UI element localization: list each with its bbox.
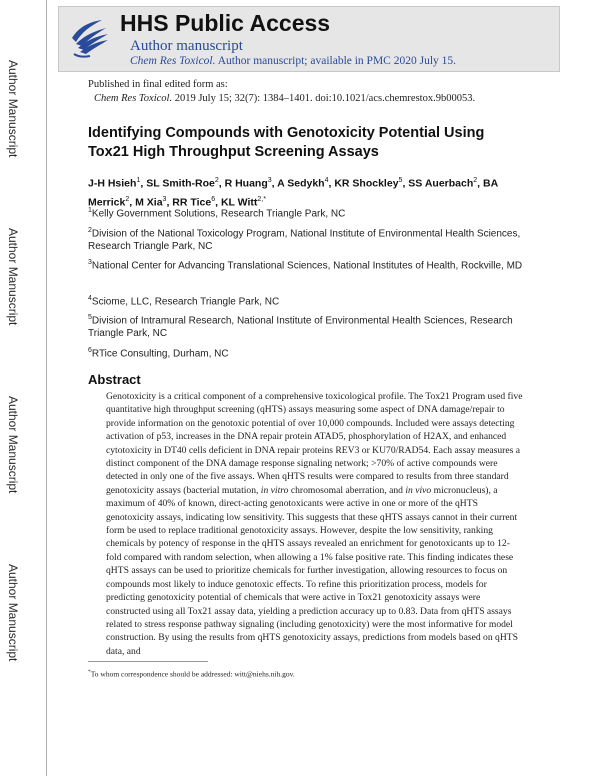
hhs-eagle-icon — [66, 14, 114, 62]
citation-details: 2019 July 15; 32(7): 1384–1401. doi:10.1021/acs.chemrestox.9b00053. — [172, 93, 476, 104]
author-separator: , — [477, 177, 484, 190]
author-name: J-H Hsieh — [88, 177, 137, 190]
abstract-text-part: Genotoxicity is a critical component of a comprehensive toxicological profile. The Tox21 Program used five quantitative high throughput screening (qHTS) assays measuring some aspect of DNA damage/repair to provide information on the genotoxic potential of over 10,000 compounds. Included were assays detecting activation of p53, increases in the DNA repair protein ATAD5, phosphorylation of H2AX, and enhanced cytotoxicity in DT40 cells deficient in DNA repair proteins REV3 or KU70/RAD54. Each assay measures a distinct component of the DNA damage response signaling network; >70% of active compounds were detected in only one of the five assays. When qHTS results were compared to results from three standard genotoxicity assays (bacterial mutation, — [106, 391, 523, 496]
publication-info — [88, 78, 475, 106]
affiliation-text: Division of Intramural Research, National Institute of Environmental Health Sciences, Research Triangle Park, NC — [88, 315, 513, 340]
affiliation-number: 5 — [88, 314, 92, 321]
author-affiliation-mark: 2,* — [257, 195, 266, 203]
author-affiliation-mark: 3 — [267, 177, 272, 184]
author-name: SS Auerbach — [408, 177, 474, 190]
affiliation-item — [88, 224, 528, 253]
affiliation-number: 2 — [88, 227, 92, 234]
published-label: Published in final edited form as: — [88, 79, 228, 90]
paper-title: Identifying Compounds with Genotoxicity Potential Using Tox21 High Throughput Screening Assays — [88, 125, 485, 160]
author-name: BA Merrick — [88, 177, 498, 208]
affiliation-text: Kelly Government Solutions, Research Triangle Park, NC — [91, 208, 346, 220]
abstract-heading: Abstract — [88, 372, 141, 387]
author-affiliation-mark: 3 — [162, 195, 167, 203]
author-separator: , — [328, 177, 335, 190]
author-separator: , — [140, 177, 147, 190]
author-affiliation-mark: 6 — [211, 195, 216, 203]
affiliation-text: RTice Consulting, Durham, NC — [91, 348, 229, 360]
availability-text: Author manuscript; available in PMC 2020 July 15. — [215, 55, 457, 67]
affiliation-number: 3 — [88, 259, 92, 266]
author-separator: , — [215, 196, 221, 208]
sidebar-label-author-manuscript: Author Manuscript — [6, 60, 20, 158]
correspondence-footnote — [88, 669, 295, 679]
citation-line — [88, 92, 475, 106]
affiliation-number: 1 — [88, 207, 92, 214]
abstract-text-part: chromosomal aberration, and — [288, 484, 406, 496]
author-affiliation-mark: 2 — [214, 177, 219, 184]
affiliation-text: Division of the National Toxicology Program, National Institute of Environmental Health Sciences, Research Triangle Park, NC — [88, 228, 521, 253]
pmc-availability-line — [130, 55, 456, 67]
footnote-divider — [88, 661, 208, 662]
journal-name: Chem Res Toxicol. — [130, 55, 216, 67]
author-separator: , — [402, 177, 409, 190]
affiliation-text: National Center for Advancing Translational Sciences, National Institutes of Health, Rockville, MD — [91, 260, 523, 272]
abstract-italic-term: in vivo — [405, 484, 432, 496]
author-name: KR Shockley — [334, 177, 399, 190]
abstract-text-part: micronucleus), a maximum of 40% of known, direct-acting genotoxicants were active in one or more of the qHTS genotoxicity assays, indicating low sensitivity. This suggests that these qHTS assays cannot in their current form be used to replace traditional genotoxicity assays. However, despite the low sensitivity, ranking chemicals by potency of response in the qHTS assays revealed an enrichment for genotoxicants up to 12-fold compared with random selection, when allowing a 1% false positive rate. This finding indicates these qHTS assays can be used to prioritize chemicals for further investigation, allowing resources to focus on compounds most likely to induce genotoxic effects. To refine this prioritization process, models for predicting genotoxicity potential of chemicals that were active in Tox21 genotoxicity assays were constructed using all Tox21 assay data, yielding a prediction accuracy up to 0.83. Data from qHTS assays related to stress response pathway signaling (including genotoxicity) were the most informative for model construction. By using the results from qHTS genotoxicity assays, predictions from models based on qHTS data, and — [106, 484, 518, 657]
affiliation-item — [88, 344, 528, 360]
affiliation-text: Sciome, LLC, Research Triangle Park, NC — [91, 296, 280, 308]
affiliation-item — [88, 256, 528, 272]
sidebar-label-author-manuscript: Author Manuscript — [6, 228, 20, 326]
author-separator: , — [129, 196, 136, 208]
affiliation-item — [88, 292, 528, 308]
affiliation-item — [88, 204, 528, 220]
author-affiliation-mark: 2 — [125, 195, 130, 203]
author-affiliation-mark: 4 — [324, 177, 329, 184]
abstract-text — [106, 390, 524, 658]
journal-name: Chem Res Toxicol. — [94, 93, 173, 104]
affiliation-number: 4 — [88, 295, 92, 302]
author-name: A Sedykh — [277, 177, 325, 190]
sidebar-divider — [46, 0, 47, 776]
author-separator: , — [271, 177, 278, 190]
author-name: R Huang — [224, 177, 268, 190]
hhs-public-access-title: HHS Public Access — [120, 10, 331, 36]
author-name: M Xia — [135, 196, 163, 208]
sidebar-label-author-manuscript: Author Manuscript — [6, 396, 20, 494]
sidebar-label-author-manuscript: Author Manuscript — [6, 564, 20, 662]
abstract-italic-term: in vitro — [260, 484, 289, 496]
author-name: RR Tice — [172, 196, 212, 208]
author-affiliation-mark: 5 — [398, 177, 403, 184]
footnote-text: To whom correspondence should be addressed: witt@niehs.nih.gov. — [90, 669, 295, 679]
affiliation-number: 6 — [88, 347, 92, 354]
affiliation-item — [88, 311, 528, 340]
author-affiliation-mark: 2 — [473, 177, 478, 184]
author-separator: , — [218, 177, 225, 190]
author-manuscript-label: Author manuscript — [130, 38, 243, 54]
author-separator: , — [166, 196, 173, 208]
author-name: SL Smith-Roe — [146, 177, 215, 190]
footnote-mark: * — [88, 669, 91, 675]
author-affiliation-mark: 1 — [136, 177, 141, 184]
author-name: KL Witt — [220, 196, 258, 208]
